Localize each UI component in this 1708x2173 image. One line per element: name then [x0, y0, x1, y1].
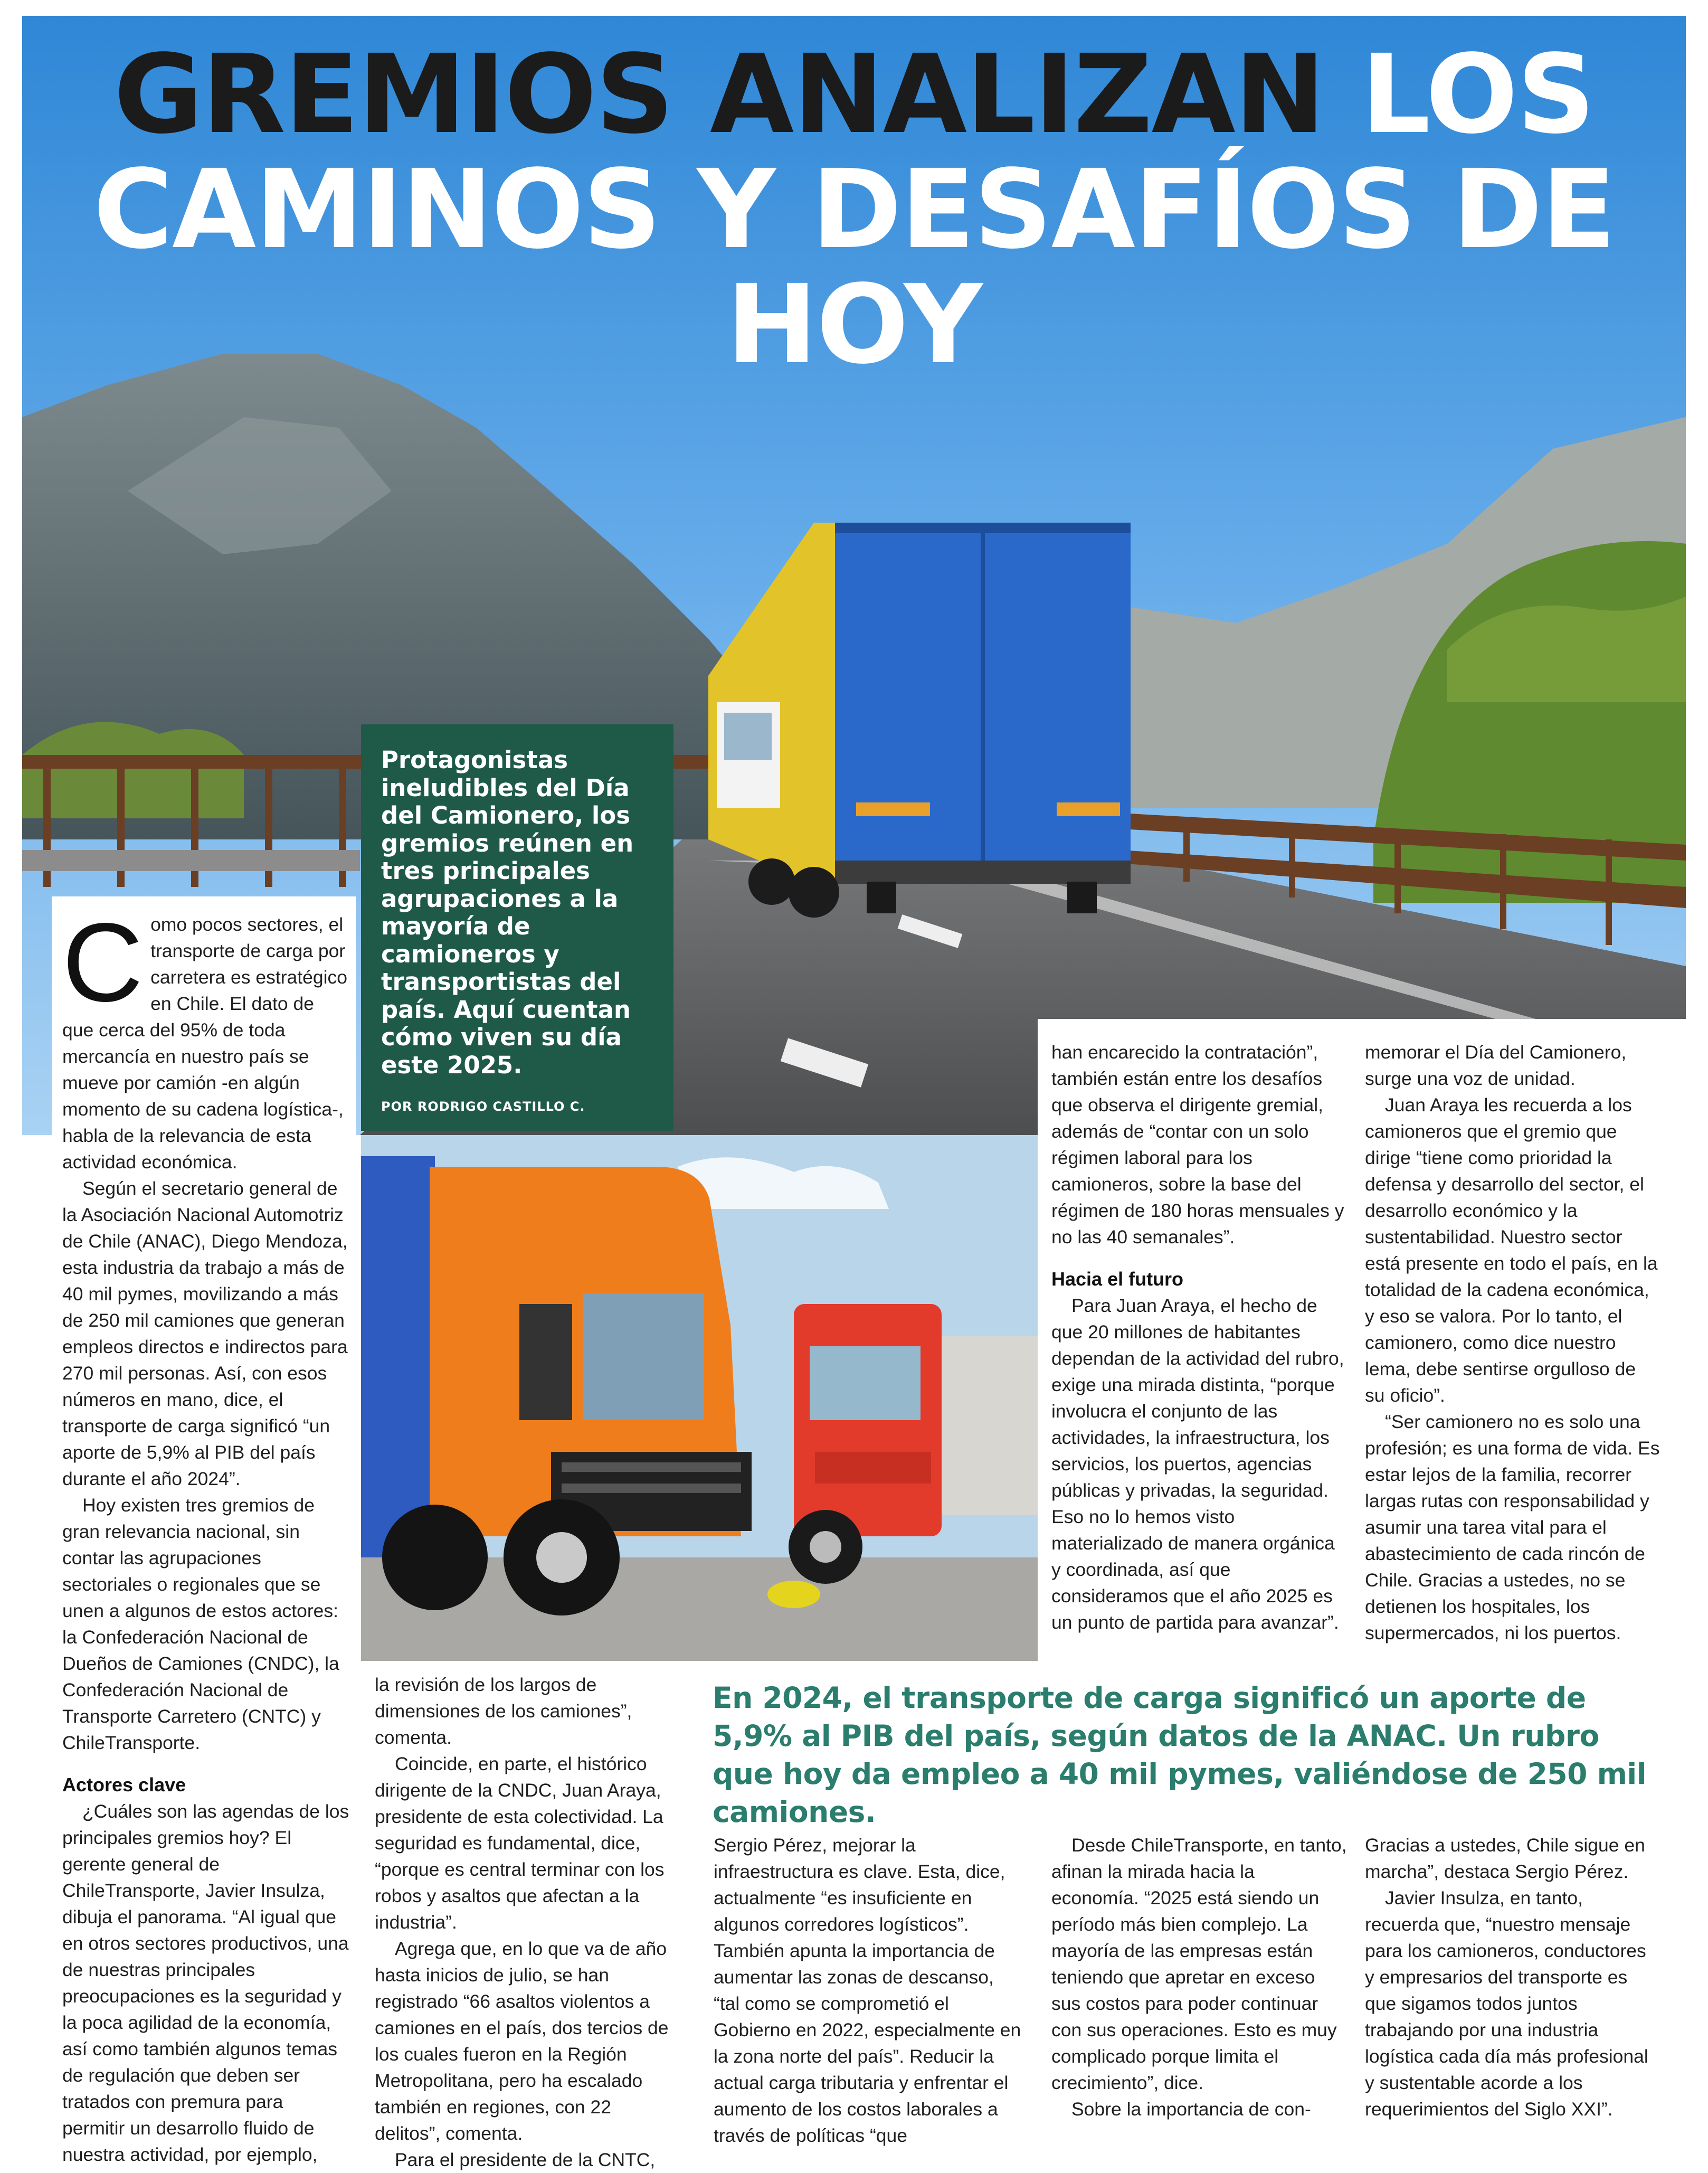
col1-p4: ¿Cuáles son las agendas de los principales gremios hoy? El gerente general de ChileTransporte, Javier Insulza, dibuja el panorama. “Al igual que en otros sectores productivos, una de nuestras principales preocupaciones es la seguridad y la poca agilidad de la economía, así como también algunos temas de regulación que deben ser tratados con premura para permitir un desarrollo fluido de nuestra actividad, por ejemplo,	[62, 1801, 349, 2165]
column-5	[714, 1832, 1023, 2149]
col4-p1: memorar el Día del Camionero, surge una voz de unidad.	[1365, 1042, 1627, 1089]
orange-red-trucks-illustration	[361, 1135, 1038, 1661]
subhead-actores: Actores clave	[62, 1774, 186, 1796]
column-7	[1365, 1832, 1660, 2122]
col2-p2: Coincide, en parte, el histórico dirigente de la CNDC, Juan Araya, presidente de esta colectividad. La seguridad es fundamental, dice, “porque es central terminar con los robos y asaltos que afectan a la industria”.	[375, 1753, 665, 1933]
col6-p2: Sobre la importancia de con-	[1071, 2099, 1311, 2120]
teaser-text: Protagonistas ineludibles del Día del Camionero, los gremios reúnen en tres principales agrupaciones a la mayoría de camioneros y transportistas del país. Aquí cuentan cómo viven su día este 2025.	[381, 746, 634, 1079]
col4-p2: Juan Araya les recuerda a los camioneros que el gremio que dirige “tiene como prioridad la defensa y desarrollo del sector, el desarrollo económico y la sustentabilidad. Nuestro sector está presente en todo el país, en la totalidad de la cadena económica, y eso se valora. Por lo tanto, el camionero, como dice nuestro lema, debe sentirse orgulloso de su oficio”.	[1365, 1094, 1658, 1406]
col2-p3: Agrega que, en lo que va de año hasta inicios de julio, se han registrado “66 asaltos violentos a camiones en el país, dos tercios de los cuales fueron en la Región Metropolitana, pero ha escalado también en regiones, con 22 delitos”, comenta.	[375, 1938, 669, 2144]
column-3	[1051, 1039, 1347, 1636]
col2-p1: la revisión de los largos de dimensiones de los camiones”, comenta.	[375, 1674, 632, 1748]
pull-quote: En 2024, el transporte de carga significó un aporte de 5,9% al PIB del país, según datos de la ANAC. Un rubro que hoy da empleo a 40 mil pymes, valiéndose de 250 mil camiones.	[713, 1681, 1647, 1829]
col4-p3: “Ser camionero no es solo una profesión; es una forma de vida. Es estar lejos de la familia, recorrer largas rutas con responsabilidad y asumir una tarea vital para el abastecimiento de cada rincón de Chile. Gracias a ustedes, no se detienen los hospitales, los supermercados, ni los puertos.	[1365, 1411, 1660, 1643]
headline-dark: GREMIOS ANALIZAN	[113, 31, 1325, 158]
col7-p2: Javier Insulza, en tanto, recuerda que, “nuestro mensaje para los camioneros, conductores y empresarios del transporte es que sigamos todos juntos trabajando por una industria logística cada día más profesional y sustentable acorde a los requerimientos del Siglo XXI”.	[1365, 1887, 1648, 2120]
headline	[0, 31, 1708, 388]
col5-p1: Sergio Pérez, mejorar la infraestructura es clave. Esta, dice, actualmente “es insuficiente en algunos corredores logísticos”. También apunta la importancia de aumentar las zonas de descanso, “tal como se comprometió el Gobierno en 2022, especialmente en la zona norte del país”. Reducir la actual carga tributaria y enfrentar el aumento de los costos laborales a través de políticas “que	[714, 1835, 1021, 2146]
column-2	[375, 1671, 681, 2173]
column-6	[1051, 1832, 1347, 2122]
drop-cap: C	[62, 900, 144, 1025]
col3-p1: han encarecido la contratación”, también están entre los desafíos que observa el dirigente gremial, además de “contar con un solo régimen laboral para los camioneros, sobre la base del régimen de 180 horas mensuales y no las 40 semanales”.	[1051, 1042, 1344, 1248]
column-4	[1365, 1039, 1660, 1646]
col1-p2: Según el secretario general de la Asociación Nacional Automotriz de Chile (ANAC), Diego Mendoza, esta industria da trabajo a más de 40 mil pymes, movilizando a más de 250 mil camiones que generan empleos directos e indirectos para 270 mil personas. Así, con esos números en mano, dice, el transporte de carga significó “un aporte de 5,9% al PIB del país durante el año 2024”.	[62, 1178, 348, 1489]
trucks-photo	[361, 1135, 1038, 1661]
column-1	[62, 900, 349, 2168]
col7-p1: Gracias a ustedes, Chile sigue en marcha”, destaca Sergio Pérez.	[1365, 1835, 1645, 1882]
col3-p2: Para Juan Araya, el hecho de que 20 millones de habitantes dependan de la actividad del rubro, exige una mirada distinta, “porque involucra el conjunto de las actividades, la infraestructura, los servicios, los puertos, agencias públicas y privadas, la seguridad. Eso no lo hemos visto materializado de manera orgánica y coordinada, así que consideramos que el año 2025 es un punto de partida para avanzar”.	[1051, 1295, 1344, 1633]
col6-p1: Desde ChileTransporte, en tanto, afinan la mirada hacia la economía. “2025 está siendo un período más bien complejo. La mayoría de las empresas están teniendo que apretar en exceso sus costos para poder continuar con sus operaciones. Esto es muy complicado porque limita el crecimiento”, dice.	[1051, 1835, 1347, 2093]
subhead-futuro: Hacia el futuro	[1051, 1268, 1184, 1290]
headline-light: LOS CAMINOS Y DESAFÍOS DE HOY	[93, 31, 1615, 388]
col1-p1: omo pocos sectores, el transporte de carga por carretera es estratégico en Chile. El dato de que cerca del 95% de toda mercancía en nuestro país se mueve por camión -en algún momento de su cadena logística-, habla de la relevancia de esta actividad económica.	[62, 914, 348, 1173]
col2-p4: Para el presidente de la CNTC,	[395, 2149, 656, 2170]
col1-p3: Hoy existen tres gremios de gran relevancia nacional, sin contar las agrupaciones sectoriales o regionales que se unen a algunos de estos actores: la Confederación Nacional de Dueños de Camiones (CNDC), la Confederación Nacional de Transporte Carretero (CNTC) y ChileTransporte.	[62, 1495, 339, 1753]
teaser-box	[361, 724, 673, 1131]
byline: POR RODRIGO CASTILLO C.	[381, 1099, 585, 1114]
